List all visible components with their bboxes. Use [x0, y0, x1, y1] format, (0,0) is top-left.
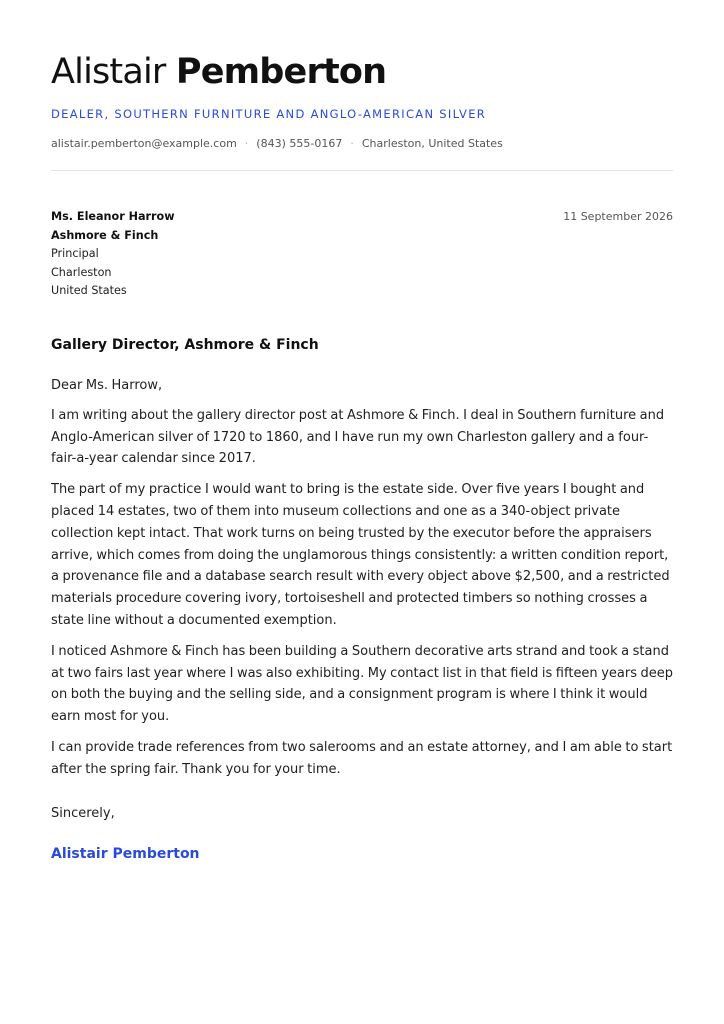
body-paragraph: I noticed Ashmore & Finch has been building a Southern decorative arts strand and took a stand at two fairs last year where I was also exhibiting. My contact list in that field is fifteen years deep on both the buying and the selling side, and a consignment program is where I think it would earn most for you. — [51, 643, 674, 725]
recipient-country: United States — [51, 284, 127, 298]
applicant-name — [51, 52, 673, 92]
letter-meta — [51, 208, 673, 306]
recipient-title: Principal — [51, 247, 99, 261]
contact-email: alistair.pemberton@example.com — [51, 137, 237, 150]
letter-subject: Gallery Director, Ashmore & Finch — [51, 337, 319, 353]
contact-phone: (843) 555-0167 — [256, 137, 343, 150]
closing: Sincerely, — [51, 805, 115, 821]
body-paragraph: I am writing about the gallery director post at Ashmore & Finch. I deal in Southern furniture and Anglo-American silver of 1720 to 1860, and I have run my own Charleston gallery and a four-fair-a-year calendar since 2017. — [51, 407, 665, 467]
signature: Alistair Pemberton — [51, 845, 200, 862]
body-paragraph: I can provide trade references from two salerooms and an estate attorney, and I am able to start after the spring fair. Thank you for your time. — [51, 739, 673, 777]
letter-header — [51, 0, 673, 171]
body-paragraph: The part of my practice I would want to bring is the estate side. Over five years I bought and placed 14 estates, two of them into museum collections and one as a 340-object private collection kept intact. That work turns on being trusted by the executor before the appraisers arrive, which comes from doing the unglamorous things consistently: a written condition report, a provenance file and a database search result with every object above $2,500, and a restricted materials procedure covering ivory, tortoiseshell and protected timbers so nothing crosses a state line without a documented exemption. — [51, 482, 670, 628]
recipient-company: Ashmore & Finch — [51, 228, 159, 242]
contact-separator: · — [244, 137, 249, 150]
letter-body — [51, 375, 673, 781]
header-divider — [51, 170, 673, 171]
applicant-tagline: DEALER, SOUTHERN FURNITURE AND ANGLO-AMERICAN SILVER — [51, 107, 487, 121]
contact-separator: · — [350, 137, 354, 150]
contact-location: Charleston, United States — [361, 137, 503, 150]
last-name: Pemberton — [175, 52, 387, 92]
contact-line — [51, 137, 673, 150]
greeting: Dear Ms. Harrow, — [51, 378, 163, 393]
first-name: Alistair — [51, 52, 166, 92]
recipient-city: Charleston — [51, 265, 112, 279]
recipient-name: Ms. Eleanor Harrow — [51, 210, 175, 223]
letter-date: 11 September 2026 — [563, 210, 673, 223]
